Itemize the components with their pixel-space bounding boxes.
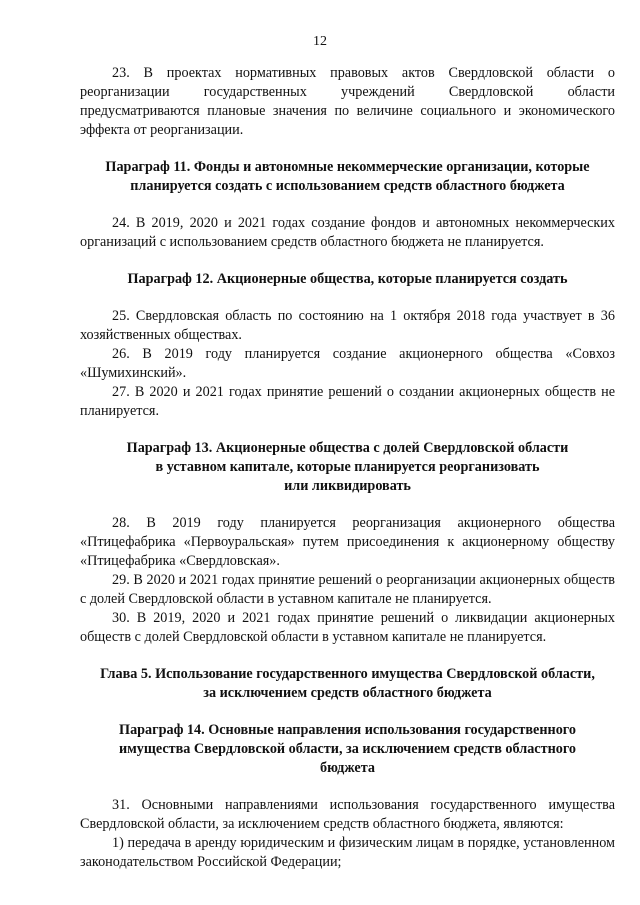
heading-line: в уставном капитале, которые планируется реорганизовать xyxy=(155,459,540,475)
heading-line: Параграф 13. Акционерные общества с долей Свердловской области xyxy=(126,440,569,456)
paragraph-28: 28. В 2019 году планируется реорганизация акционерного общества «Птицефабрика «Первоуральская» путем присоединения к акционерному обществу «Птицефабрика «Свердловская». xyxy=(80,515,615,569)
paragraph-25: 25. Свердловская область по состоянию на 1 октября 2018 года участвует в 36 хозяйственных обществах. xyxy=(80,308,615,343)
heading-line: за исключением средств областного бюджета xyxy=(203,685,492,701)
heading-paragraph-14 xyxy=(80,721,615,778)
document-body xyxy=(80,64,615,872)
heading-line: имущества Свердловской области, за исключением средств областного xyxy=(118,741,577,757)
heading-line: Глава 5. Использование государственного имущества Свердловской области, xyxy=(100,666,595,682)
heading-line: Параграф 12. Акционерные общества, которые планируется создать xyxy=(127,271,568,287)
paragraph-30: 30. В 2019, 2020 и 2021 годах принятие решений о ликвидации акционерных обществ с долей Свердловской области в уставном капитале не планируется. xyxy=(80,610,615,645)
page-number: 12 xyxy=(313,34,327,49)
heading-line: Параграф 11. Фонды и автономные некоммерческие организации, которые xyxy=(105,159,590,175)
paragraph-26: 26. В 2019 году планируется создание акционерного общества «Совхоз «Шумихинский». xyxy=(80,346,615,381)
heading-line: Параграф 14. Основные направления использования государственного xyxy=(119,722,576,738)
heading-line: бюджета xyxy=(320,760,375,776)
heading-paragraph-11 xyxy=(80,158,615,196)
paragraph-27: 27. В 2020 и 2021 годах принятие решений о создании акционерных обществ не планируется. xyxy=(80,384,615,419)
heading-paragraph-12 xyxy=(80,270,615,289)
heading-chapter-5 xyxy=(80,665,615,703)
paragraph-24: 24. В 2019, 2020 и 2021 годах создание фондов и автономных некоммерческих организаций с использованием средств областного бюджета не планируется. xyxy=(80,215,615,250)
heading-paragraph-13 xyxy=(80,439,615,496)
paragraph-29: 29. В 2020 и 2021 годах принятие решений о реорганизации акционерных обществ с долей Свердловской области в уставном капитале не планируется. xyxy=(80,572,615,607)
paragraph-31: 31. Основными направлениями использования государственного имущества Свердловской области, за исключением средств областного бюджета, являются: xyxy=(80,797,615,832)
heading-line: планируется создать с использованием средств областного бюджета xyxy=(130,178,565,194)
list-item-1: 1) передача в аренду юридическим и физическим лицам в порядке, установленном законодательством Российской Федерации; xyxy=(80,835,615,870)
paragraph-23: 23. В проектах нормативных правовых актов Свердловской области о реорганизации государственных учреждений Свердловской области предусматриваются плановые значения по величине социального и экономического эффекта от реорганизации. xyxy=(80,65,615,138)
heading-line: или ликвидировать xyxy=(284,478,411,494)
